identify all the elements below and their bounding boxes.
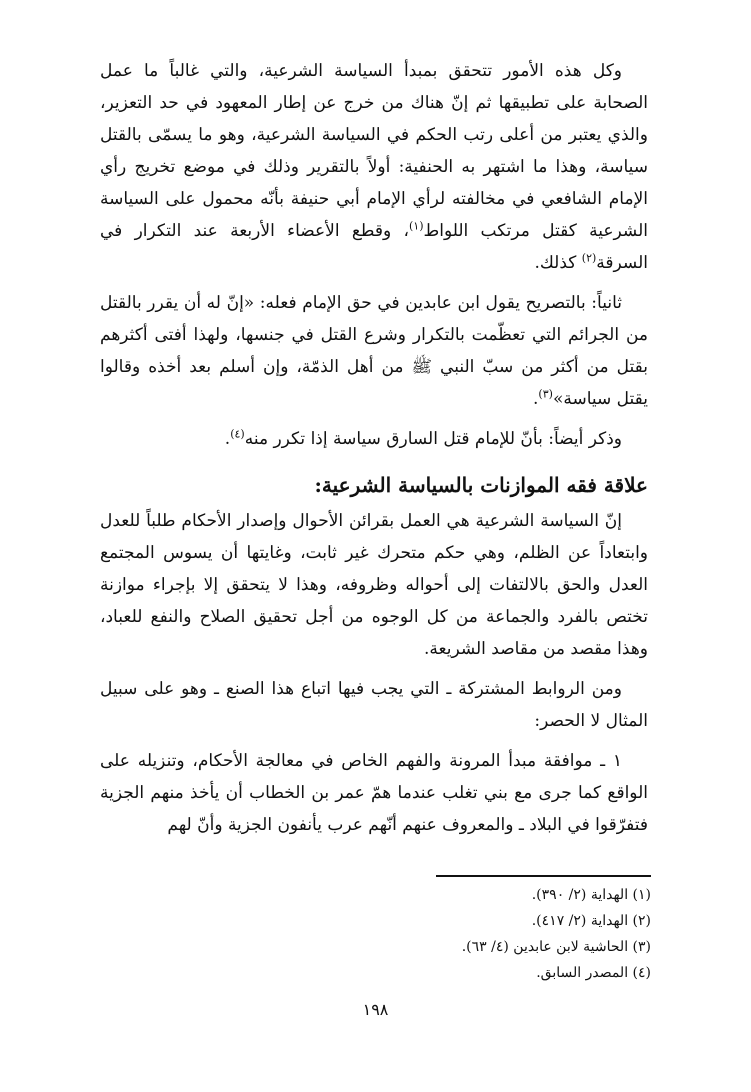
footnote-1: (١) الهداية (٢/ ٣٩٠). bbox=[531, 887, 651, 903]
section-heading: علاقة فقه الموازنات بالسياسة الشرعية: bbox=[314, 473, 648, 497]
paragraph-2-tail: . bbox=[533, 389, 539, 409]
section-paragraph-3: ١ ـ موافقة مبدأ المرونة والفهم الخاص في معالجة الأحكام، وتنزيله على الواقع كما جرى مع بني تغلب عندما همّ عمر بن الخطاب أن يأخذ منهم الجزية فتفرّقوا في البلاد ـ والمعروف عنهم أنّهم عرب يأنفون الجزية وأنّ لهم bbox=[100, 751, 648, 835]
footnote-4: (٤) المصدر السابق. bbox=[536, 965, 651, 981]
page-number: ١٩٨ bbox=[362, 1000, 389, 1019]
paragraph-3 bbox=[100, 423, 648, 455]
footnote-divider bbox=[436, 875, 651, 877]
footnote-ref-4[interactable]: (٤) bbox=[230, 427, 245, 441]
paragraph-1-text: وكل هذه الأمور تتحقق بمبدأ السياسة الشرعية، والتي غالباً ما عمل الصحابة على تطبيقها ثم إنّ هناك من خرج عن إطار المعهود في حد التعزير، والذي يعتبر من أعلى رتب الحكم في السياسة الشرعية، وهو ما يسمّى بالقتل سياسة، وهذا ما اشتهر به الحنفية: أولاً بالتقرير وذلك في موضع تخريج رأي الإمام الشافعي في مخالفته لرأي الإمام أبي حنيفة بأنّه محمول على السياسة الشرعية كقتل مرتكب اللواط bbox=[100, 61, 648, 241]
footnote-ref-2[interactable]: (٢) bbox=[581, 251, 597, 265]
footnote-ref-3[interactable]: (٣) bbox=[538, 387, 553, 401]
page-body bbox=[100, 55, 648, 841]
paragraph-2-text: ثانياً: بالتصريح يقول ابن عابدين في حق الإمام فعله: «إنّ له أن يقرر بالقتل من الجرائم التي تعظّمت بالتكرار وشرع القتل في جنسها، ولهذا أفتى أكثرهم بقتل من أكثر من سبّ النبي ﷺ من أهل الذمّة، وإن أسلم بعد أخذه وقالوا يقتل سياسة» bbox=[100, 293, 648, 409]
footnote-ref-1[interactable]: (١) bbox=[408, 219, 424, 233]
section-paragraph-1: إنّ السياسة الشرعية هي العمل بقرائن الأحوال وإصدار الأحكام طلباً للعدل وابتعاداً عن الظلم، وهي حكم متحرك غير ثابت، وغايتها أن يسوس المجتمع العدل والحق بالالتفات إلى أحواله وظروفه، وهذا لا يتحقق إلا بإجراء موازنة تختص بالفرد والجماعة من كل الوجوه من أجل تحقيق الصلاح والنفع للعباد، وهذا مقصد من مقاصد الشريعة. bbox=[100, 511, 648, 659]
paragraph-3-text: وذكر أيضاً: بأنّ للإمام قتل السارق سياسة إذا تكرر منه bbox=[244, 429, 622, 449]
paragraph-2 bbox=[100, 287, 648, 415]
paragraph-1 bbox=[100, 55, 648, 279]
footnotes bbox=[103, 882, 651, 986]
paragraph-1-text-c: كذلك. bbox=[534, 253, 582, 273]
footnote-3: (٣) الحاشية لابن عابدين (٤/ ٦٣). bbox=[461, 939, 651, 955]
section-paragraph-2: ومن الروابط المشتركة ـ التي يجب فيها اتباع هذا الصنع ـ وهو على سبيل المثال لا الحصر: bbox=[100, 679, 648, 731]
paragraph-3-tail: . bbox=[224, 429, 231, 449]
paragraph-1-text-b: ، وقطع الأعضاء الأربعة عند التكرار في السرقة bbox=[100, 221, 648, 273]
footnote-2: (٢) الهداية (٢/ ٤١٧). bbox=[531, 913, 651, 929]
